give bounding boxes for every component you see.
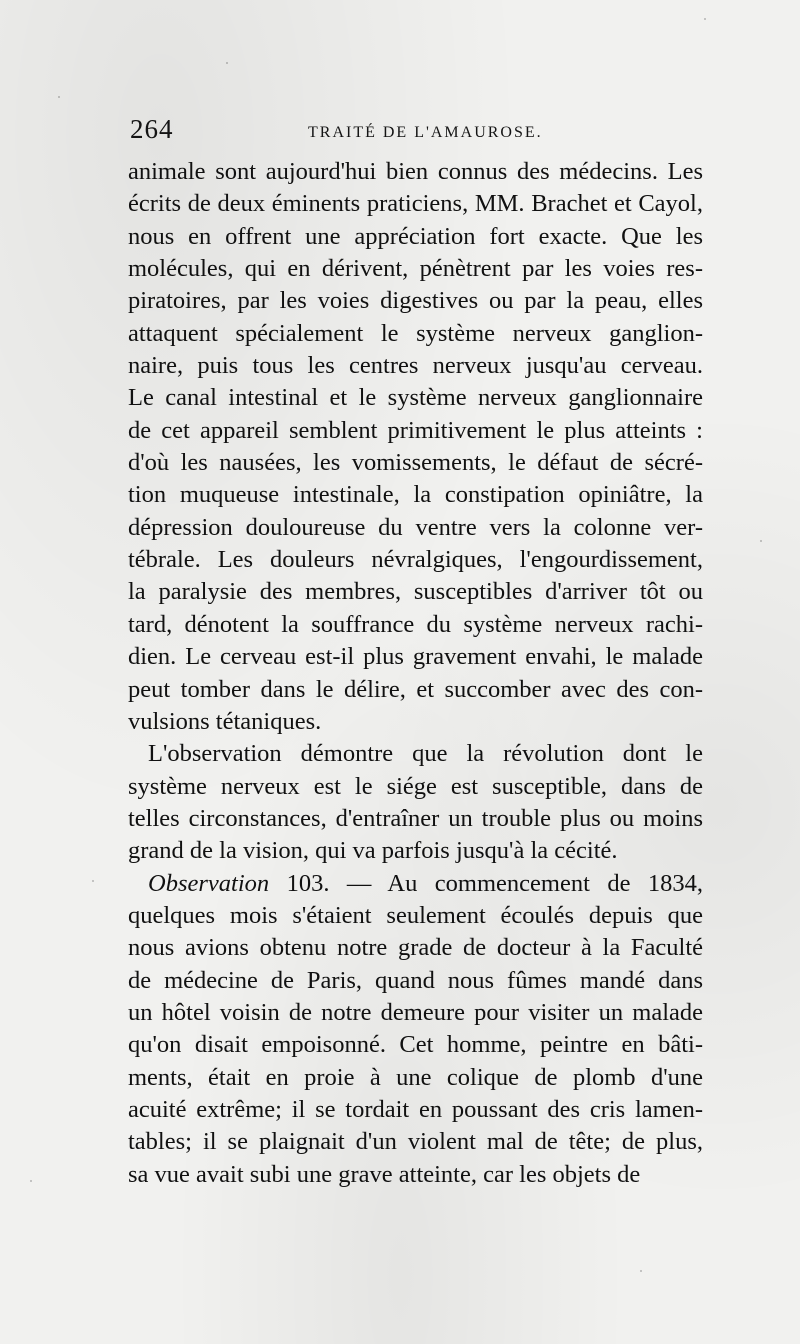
text-line: un hôtel voisin de notre demeure pour visiter un malade bbox=[128, 998, 703, 1026]
text-line: écrits de deux éminents praticiens, MM. Brachet et Cayol, bbox=[128, 190, 703, 218]
text-line: attaquent spécialement le système nerveux ganglion- bbox=[128, 319, 703, 347]
text-line: qu'on disait empoisonné. Cet homme, peintre en bâti- bbox=[128, 1031, 703, 1059]
paper-speck bbox=[30, 1180, 32, 1182]
paper-speck bbox=[760, 540, 762, 542]
paper-speck bbox=[704, 18, 706, 20]
text-line: nous en offrent une appréciation fort exacte. Que les bbox=[128, 222, 703, 250]
text-line: tion muqueuse intestinale, la constipation opiniâtre, la bbox=[128, 481, 703, 509]
observation-first-line bbox=[128, 868, 703, 900]
text-line: tables; il se plaignait d'un violent mal de tête; de plus, bbox=[128, 1128, 703, 1156]
text-line: système nerveux est le siége est susceptible, dans de bbox=[128, 772, 703, 800]
paragraph-1 bbox=[128, 156, 703, 738]
page-number: 264 bbox=[130, 114, 174, 144]
text-line: nous avions obtenu notre grade de docteur à la Faculté bbox=[128, 934, 703, 962]
paper-speck bbox=[226, 62, 228, 64]
text-line: de médecine de Paris, quand nous fûmes mandé dans bbox=[128, 966, 703, 994]
text-line: quelques mois s'étaient seulement écoulés depuis que bbox=[128, 901, 703, 929]
text-line: sa vue avait subi une grave atteinte, car les objets de bbox=[128, 1160, 641, 1188]
text-line: d'où les nausées, les vomissements, le défaut de sécré- bbox=[128, 449, 703, 477]
observation-first-line-rest: 103. — Au commencement de 1834, bbox=[286, 869, 703, 897]
text-line: vulsions tétaniques. bbox=[128, 707, 322, 735]
text-line: de cet appareil semblent primitivement le plus atteints : bbox=[128, 416, 703, 444]
page-header bbox=[130, 114, 700, 148]
text-line: animale sont aujourd'hui bien connus des médecins. Les bbox=[128, 158, 703, 185]
text-line: L'observation démontre que la révolution dont le bbox=[148, 740, 703, 768]
text-line: tard, dénotent la souffrance du système nerveux rachi- bbox=[128, 610, 703, 638]
text-line: dépression douloureuse du ventre vers la colonne ver- bbox=[128, 513, 703, 541]
text-line: naire, puis tous les centres nerveux jusqu'au cerveau. bbox=[128, 352, 703, 380]
paragraph-3 bbox=[128, 868, 703, 1191]
text-line: telles circonstances, d'entraîner un trouble plus ou moins bbox=[128, 804, 703, 832]
paper-speck bbox=[58, 96, 60, 98]
text-line: ments, était en proie à une colique de plomb d'une bbox=[128, 1063, 703, 1091]
observation-label: Observation bbox=[148, 869, 270, 897]
text-line: piratoires, par les voies digestives ou par la peau, elles bbox=[128, 287, 703, 315]
text-line: molécules, qui en dérivent, pénètrent par les voies res- bbox=[128, 255, 703, 283]
text-line: peut tomber dans le délire, et succomber avec des con- bbox=[128, 675, 703, 703]
text-line: Le canal intestinal et le système nerveux ganglionnaire bbox=[128, 384, 703, 412]
paper-speck bbox=[92, 880, 94, 882]
text-line: la paralysie des membres, susceptibles d'arriver tôt ou bbox=[128, 578, 703, 606]
text-line: acuité extrême; il se tordait en poussant des cris lamen- bbox=[128, 1095, 703, 1123]
text-line: tébrale. Les douleurs névralgiques, l'engourdissement, bbox=[128, 546, 703, 574]
body-text bbox=[128, 156, 703, 1191]
running-title: TRAITÉ DE L'AMAUROSE. bbox=[308, 124, 543, 141]
text-line: dien. Le cerveau est-il plus gravement envahi, le malade bbox=[128, 643, 703, 671]
text-line: grand de la vision, qui va parfois jusqu'à la cécité. bbox=[128, 837, 618, 865]
paper-speck bbox=[640, 1270, 642, 1272]
paragraph-2 bbox=[128, 738, 703, 867]
